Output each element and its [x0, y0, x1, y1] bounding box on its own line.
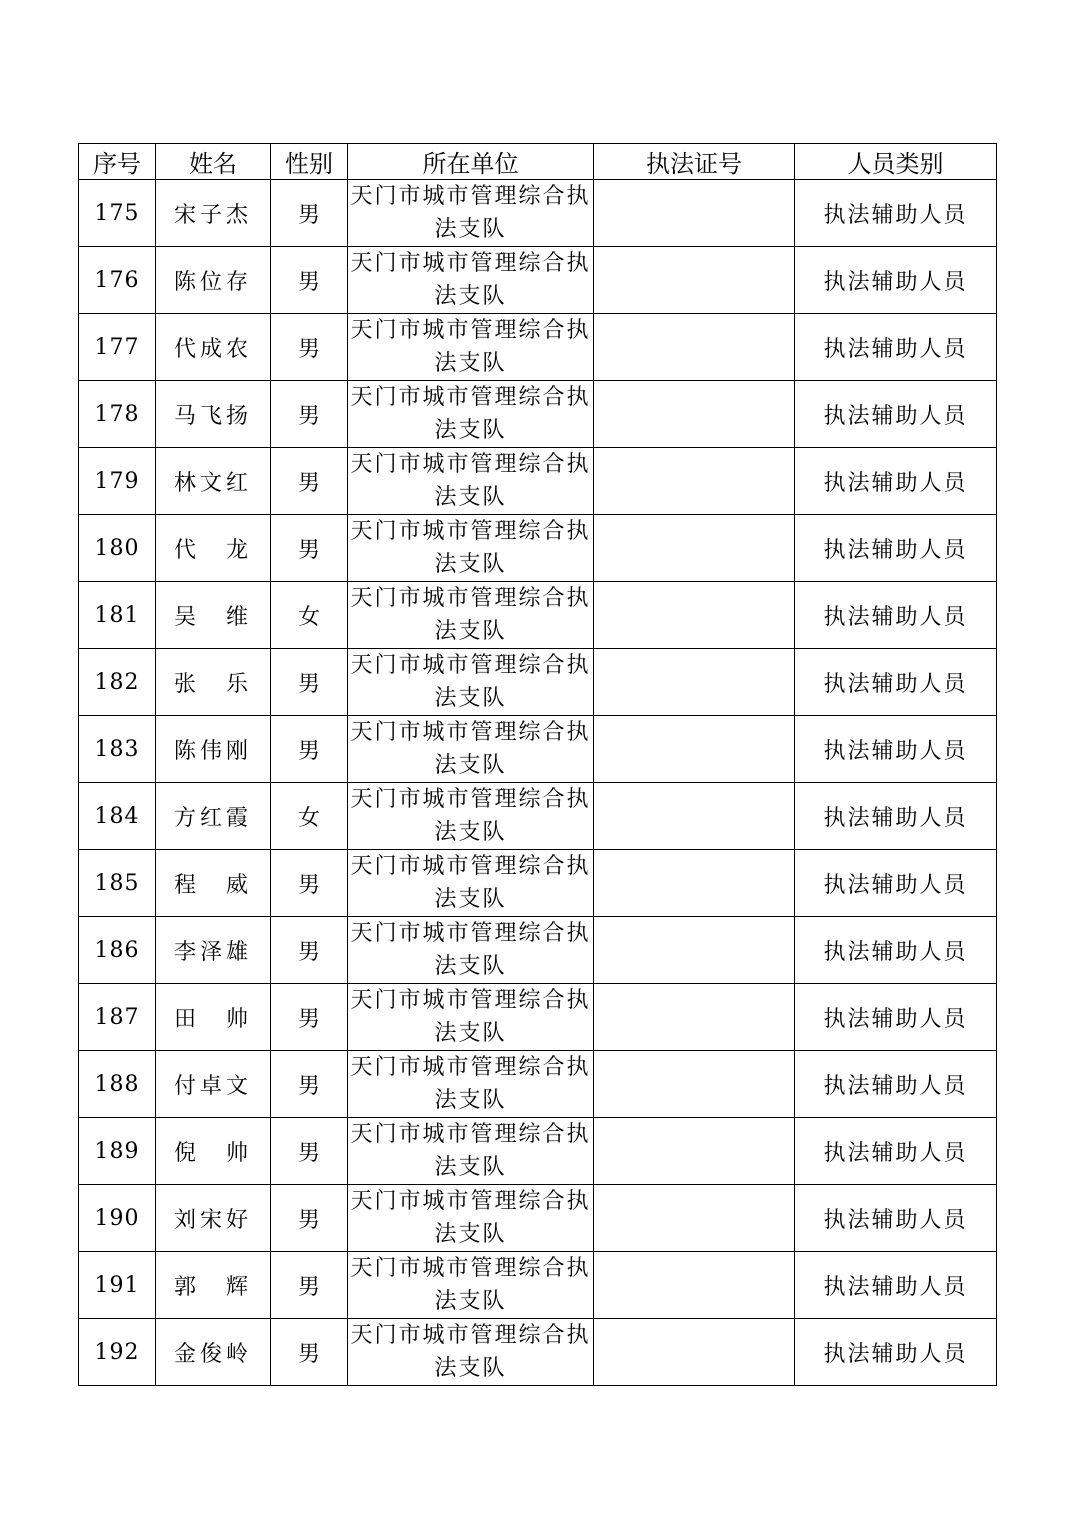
person-cert-number [594, 448, 795, 515]
table-row [79, 716, 997, 783]
person-gender: 男 [271, 649, 348, 716]
person-unit: 天门市城市管理综合执法支队 [348, 716, 594, 783]
person-category: 执法辅助人员 [795, 984, 997, 1051]
person-name: 刘宋好 [156, 1185, 271, 1252]
header-unit: 所在单位 [348, 144, 594, 180]
person-cert-number [594, 1051, 795, 1118]
table-body [79, 180, 997, 1386]
person-cert-number [594, 850, 795, 917]
table-row [79, 783, 997, 850]
table-row [79, 381, 997, 448]
person-name: 倪 帅 [156, 1118, 271, 1185]
person-name: 代 龙 [156, 515, 271, 582]
person-name: 陈伟刚 [156, 716, 271, 783]
table-header [79, 144, 997, 180]
person-gender: 男 [271, 180, 348, 247]
row-number: 181 [79, 582, 156, 649]
person-cert-number [594, 1118, 795, 1185]
table-row [79, 649, 997, 716]
table-row [79, 180, 997, 247]
person-unit: 天门市城市管理综合执法支队 [348, 984, 594, 1051]
person-cert-number [594, 1185, 795, 1252]
person-unit: 天门市城市管理综合执法支队 [348, 180, 594, 247]
person-name: 李泽雄 [156, 917, 271, 984]
person-category: 执法辅助人员 [795, 783, 997, 850]
person-category: 执法辅助人员 [795, 917, 997, 984]
person-category: 执法辅助人员 [795, 1252, 997, 1319]
table-row [79, 984, 997, 1051]
person-gender: 男 [271, 247, 348, 314]
person-category: 执法辅助人员 [795, 649, 997, 716]
person-name: 郭 辉 [156, 1252, 271, 1319]
row-number: 185 [79, 850, 156, 917]
person-gender: 男 [271, 984, 348, 1051]
person-category: 执法辅助人员 [795, 1319, 997, 1386]
row-number: 178 [79, 381, 156, 448]
person-cert-number [594, 917, 795, 984]
row-number: 180 [79, 515, 156, 582]
header-row [79, 144, 997, 180]
person-category: 执法辅助人员 [795, 716, 997, 783]
person-category: 执法辅助人员 [795, 247, 997, 314]
table-row [79, 314, 997, 381]
person-cert-number [594, 649, 795, 716]
person-category: 执法辅助人员 [795, 1185, 997, 1252]
person-cert-number [594, 180, 795, 247]
row-number: 177 [79, 314, 156, 381]
person-name: 宋子杰 [156, 180, 271, 247]
person-unit: 天门市城市管理综合执法支队 [348, 850, 594, 917]
person-unit: 天门市城市管理综合执法支队 [348, 1252, 594, 1319]
person-gender: 男 [271, 515, 348, 582]
row-number: 182 [79, 649, 156, 716]
person-unit: 天门市城市管理综合执法支队 [348, 247, 594, 314]
person-gender: 男 [271, 448, 348, 515]
header-number: 序号 [79, 144, 156, 180]
person-category: 执法辅助人员 [795, 314, 997, 381]
person-category: 执法辅助人员 [795, 381, 997, 448]
table-row [79, 1185, 997, 1252]
header-category: 人员类别 [795, 144, 997, 180]
person-category: 执法辅助人员 [795, 448, 997, 515]
person-cert-number [594, 984, 795, 1051]
table-row [79, 1051, 997, 1118]
person-name: 金俊岭 [156, 1319, 271, 1386]
person-cert-number [594, 716, 795, 783]
person-cert-number [594, 515, 795, 582]
person-gender: 男 [271, 1319, 348, 1386]
person-unit: 天门市城市管理综合执法支队 [348, 649, 594, 716]
person-unit: 天门市城市管理综合执法支队 [348, 1118, 594, 1185]
person-gender: 女 [271, 582, 348, 649]
header-name: 姓名 [156, 144, 271, 180]
person-name: 付卓文 [156, 1051, 271, 1118]
person-unit: 天门市城市管理综合执法支队 [348, 1185, 594, 1252]
personnel-table [78, 143, 997, 1386]
person-category: 执法辅助人员 [795, 850, 997, 917]
person-cert-number [594, 1252, 795, 1319]
person-cert-number [594, 381, 795, 448]
person-name: 田 帅 [156, 984, 271, 1051]
person-cert-number [594, 582, 795, 649]
person-gender: 男 [271, 1051, 348, 1118]
table-row [79, 1319, 997, 1386]
table-row [79, 1252, 997, 1319]
person-cert-number [594, 247, 795, 314]
person-unit: 天门市城市管理综合执法支队 [348, 314, 594, 381]
person-cert-number [594, 783, 795, 850]
person-cert-number [594, 314, 795, 381]
table-row [79, 850, 997, 917]
person-gender: 女 [271, 783, 348, 850]
person-gender: 男 [271, 381, 348, 448]
person-unit: 天门市城市管理综合执法支队 [348, 448, 594, 515]
table-row [79, 1118, 997, 1185]
person-gender: 男 [271, 1118, 348, 1185]
person-name: 方红霞 [156, 783, 271, 850]
person-name: 马飞扬 [156, 381, 271, 448]
person-name: 陈位存 [156, 247, 271, 314]
row-number: 183 [79, 716, 156, 783]
row-number: 179 [79, 448, 156, 515]
person-gender: 男 [271, 917, 348, 984]
row-number: 188 [79, 1051, 156, 1118]
person-name: 林文红 [156, 448, 271, 515]
person-name: 程 威 [156, 850, 271, 917]
person-name: 张 乐 [156, 649, 271, 716]
person-category: 执法辅助人员 [795, 582, 997, 649]
person-category: 执法辅助人员 [795, 1118, 997, 1185]
person-cert-number [594, 1319, 795, 1386]
row-number: 189 [79, 1118, 156, 1185]
row-number: 175 [79, 180, 156, 247]
person-name: 代成农 [156, 314, 271, 381]
row-number: 191 [79, 1252, 156, 1319]
person-unit: 天门市城市管理综合执法支队 [348, 1319, 594, 1386]
row-number: 184 [79, 783, 156, 850]
person-unit: 天门市城市管理综合执法支队 [348, 917, 594, 984]
person-name: 吴 维 [156, 582, 271, 649]
person-unit: 天门市城市管理综合执法支队 [348, 783, 594, 850]
row-number: 190 [79, 1185, 156, 1252]
table-row [79, 515, 997, 582]
person-gender: 男 [271, 850, 348, 917]
person-gender: 男 [271, 716, 348, 783]
person-category: 执法辅助人员 [795, 1051, 997, 1118]
person-unit: 天门市城市管理综合执法支队 [348, 582, 594, 649]
table-row [79, 582, 997, 649]
row-number: 187 [79, 984, 156, 1051]
person-category: 执法辅助人员 [795, 515, 997, 582]
row-number: 192 [79, 1319, 156, 1386]
header-cert-number: 执法证号 [594, 144, 795, 180]
table-row [79, 448, 997, 515]
person-unit: 天门市城市管理综合执法支队 [348, 381, 594, 448]
table-row [79, 917, 997, 984]
table-row [79, 247, 997, 314]
row-number: 176 [79, 247, 156, 314]
person-unit: 天门市城市管理综合执法支队 [348, 515, 594, 582]
person-unit: 天门市城市管理综合执法支队 [348, 1051, 594, 1118]
person-gender: 男 [271, 314, 348, 381]
header-gender: 性别 [271, 144, 348, 180]
row-number: 186 [79, 917, 156, 984]
person-gender: 男 [271, 1185, 348, 1252]
person-category: 执法辅助人员 [795, 180, 997, 247]
person-gender: 男 [271, 1252, 348, 1319]
